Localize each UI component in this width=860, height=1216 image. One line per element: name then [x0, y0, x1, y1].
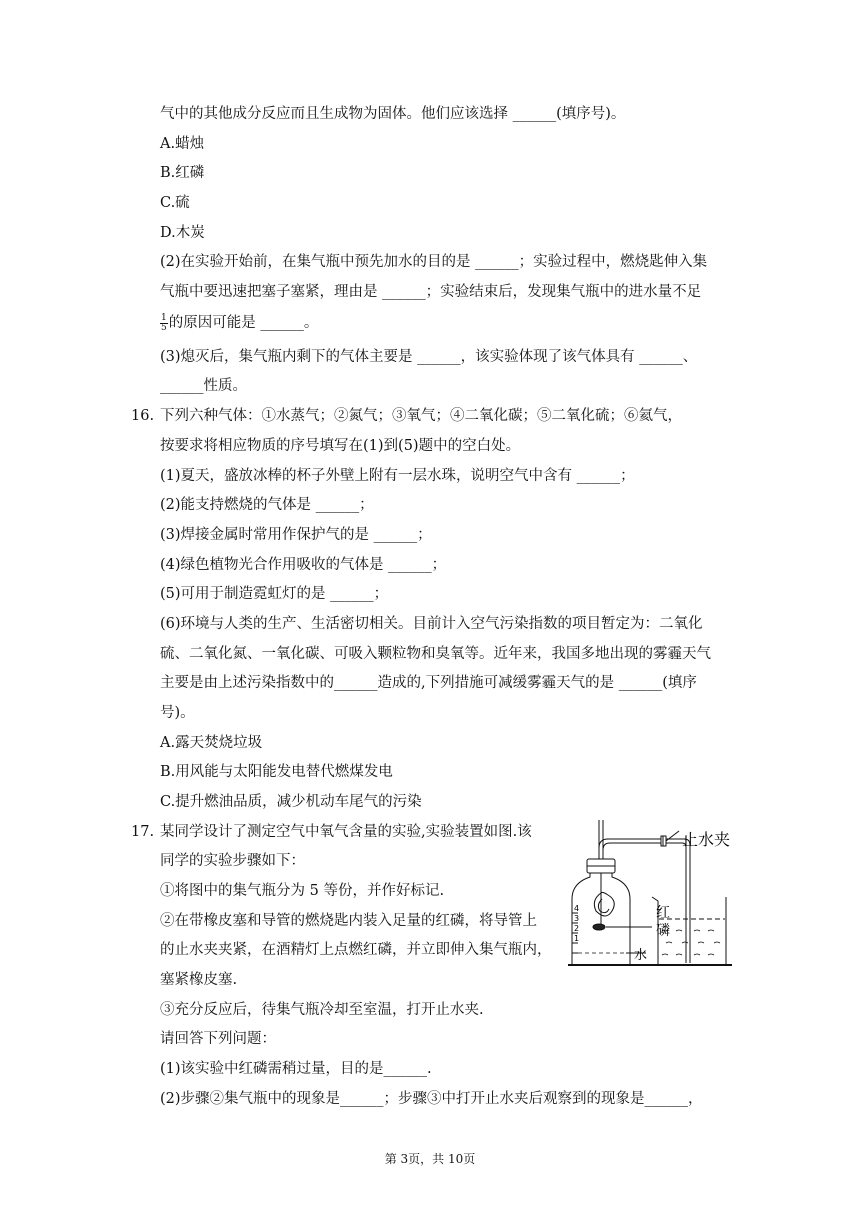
q16-item-5: (5)可用于制造霓虹灯的是 ______；: [160, 586, 389, 602]
q17-answer-1: (1)该实验中红磷需稍过量，目的是______.: [160, 1061, 432, 1077]
q15-part3-line2: ______性质。: [160, 378, 247, 394]
q16-item-4: (4)绿色植物光合作用吸收的气体是 ______；: [160, 557, 447, 573]
q16-option-c: C.提升燃油品质，减少机动车尾气的污染: [160, 794, 422, 810]
clamp-label: 止水夹: [682, 830, 731, 849]
q16-item-1: (1)夏天，盛放冰棒的杯子外壁上附有一层水珠，说明空气中含有 ______；: [160, 468, 635, 484]
q16-option-a: A.露天焚烧垃圾: [160, 735, 263, 751]
q16-option-b: B.用风能与太阳能发电替代燃煤发电: [160, 764, 393, 780]
q15-part2-line1: (2)在实验开始前，在集气瓶中预先加水的目的是 ______；实验过程中，燃烧匙伸入集: [160, 254, 708, 270]
q15-option-b: B.红磷: [160, 165, 205, 181]
jar-mark-1: 1: [574, 934, 580, 943]
q17-answer-2: (2)步骤②集气瓶中的现象是______；步骤③中打开止水夹后观察到的现象是______，: [160, 1091, 703, 1107]
fraction-one-fifth: $\frac{1}{5}$: [161, 312, 167, 333]
phosphorus-label-1: 红: [656, 905, 670, 921]
q17-number: 17.: [131, 824, 155, 840]
jar-mark-2: 2: [574, 924, 580, 933]
q17-step1: ①将图中的集气瓶分为 5 等份，并作好标记.: [160, 883, 445, 899]
q15-part2-line2: 气瓶中要迅速把塞子塞紧，理由是 ______；实验结束后，发现集气瓶中的进水量不足: [160, 284, 702, 300]
q16-part6-line1: (6)环境与人类的生产、生活密切相关。目前计入空气污染指数的项目暂定为：二氧化: [160, 616, 703, 632]
q15-option-a: A.蜡烛: [160, 136, 205, 152]
q15-option-c: C.硫: [160, 195, 190, 211]
q16-part6-line2: 硫、二氧化氮、一氧化碳、可吸入颗粒物和臭氧等。近年来，我国多地出现的雾霾天气: [160, 646, 711, 662]
q17-line2: 同学的实验步骤如下：: [160, 853, 305, 869]
q17-step2-line1: ②在带橡皮塞和导管的燃烧匙内装入足量的红磷，将导管上: [160, 913, 537, 929]
q15-part3-line1: (3)熄灭后，集气瓶内剩下的气体主要是 ______，该实验体现了该气体具有 ______、: [160, 349, 698, 365]
q15-intro-tail: 气中的其他成分反应而且生成物为固体。他们应该选择 ______(填序号)。: [160, 106, 626, 122]
q17-step2-line3: 塞紧橡皮塞.: [160, 972, 238, 988]
q16-item-2: (2)能支持燃烧的气体是 ______；: [160, 497, 374, 513]
water-label: 水: [634, 948, 648, 963]
q16-item-3: (3)焊接金属时常用作保护气的是 ______；: [160, 527, 432, 543]
page-footer: 第 3页，共 10页: [384, 1152, 476, 1166]
q15-option-d: D.木炭: [160, 225, 205, 241]
q16-part6-line4: 号)。: [160, 705, 195, 721]
apparatus-diagram: [566, 815, 736, 975]
q17-step3: ③充分反应后，待集气瓶冷却至室温，打开止水夹.: [160, 1002, 484, 1018]
phosphorus-label-2: 磷: [656, 923, 670, 939]
jar-mark-4: 4: [574, 904, 580, 913]
q16-part6-line3: 主要是由上述污染指数中的______造成的,下列措施可减缓雾霾天气的是 ______(填序: [160, 675, 697, 691]
q16-number: 16.: [131, 408, 155, 424]
q17-prompt: 请回答下列问题：: [160, 1031, 276, 1047]
q15-part2-line3: $\frac{1}{5}$ 的原因可能是 ______。: [161, 312, 319, 333]
q17-step2-line2: 的止水夹夹紧，在酒精灯上点燃红磷，并立即伸入集气瓶内，: [160, 942, 552, 958]
q16-intro-line1: 下列六种气体：①水蒸气；②氮气；③氧气；④二氧化碳；⑤二氧化硫；⑥氦气，: [160, 408, 682, 424]
q17-line1: 某同学设计了测定空气中氧气含量的实验,实验装置如图.该: [160, 824, 532, 840]
jar-mark-3: 3: [574, 914, 580, 923]
q16-intro-line2: 按要求将相应物质的序号填写在(1)到(5)题中的空白处。: [160, 438, 521, 454]
